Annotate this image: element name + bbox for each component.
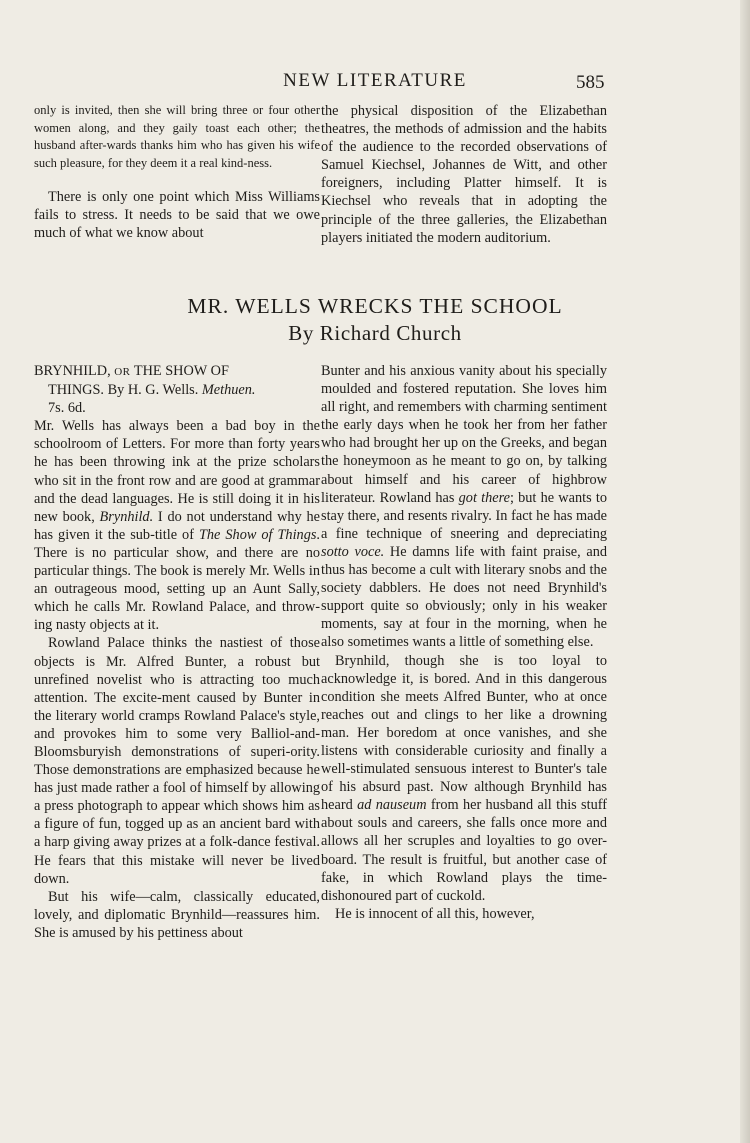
- article-title: MR. WELLS WRECKS THE SCHOOL: [187, 294, 563, 318]
- book-subtitle-end: THINGS.: [48, 382, 104, 399]
- page-number: 585: [576, 72, 605, 93]
- book-title: BRYNHILD,: [34, 363, 111, 379]
- paragraph: But his wife—calm, classically educated, lovely, and diplomatic Brynhild—reassures him. She is amused by his pettiness about: [34, 888, 320, 941]
- prev-article-right-column: [321, 102, 607, 247]
- paragraph: Bunter and his anxious vanity about his specially moulded and fostered reputation. She loves him all right, and remembers with charming sentiment the early days when he took her from her father who had brought her up on the Greeks, and began the honeymoon as he meant to go on, by talking about himself and his career of highbrow literateur. Rowland has got there; but he wants to stay there, and resents rivalry. In fact he has made a fine technique of sneering and depreciating sotto voce. He damns life with faint praise, and thus has become a cult with literary snobs and the society dabblers. He does not need Brynhild's support quite so obviously; only in his weaker moments, say at four in the morning, when he also sometimes wants a little of something else.: [321, 363, 607, 651]
- page-edge-shadow: [740, 0, 750, 1143]
- book-subtitle: THE SHOW OF: [133, 363, 229, 379]
- paragraph: There is only one point which Miss Williams fails to stress. It needs to be said that we owe much of what we know about: [34, 189, 320, 242]
- article-byline: By Richard Church: [288, 321, 462, 345]
- running-head: NEW LITERATURE: [283, 70, 467, 91]
- paragraph: He is innocent of all this, however,: [335, 905, 535, 922]
- paragraph: Mr. Wells has always been a bad boy in the schoolroom of Letters. For more than forty years he has been throwing ink at the prize scholars who sit in the front row and are good at grammar and the dead languages. He is still doing it in his new book, Brynhild. I do not understand why he has given it the sub-title of The Show of Things. There is no particular show, and there are no particular things. The book is merely Mr. Wells in an outrageous mood, setting up an Aunt Sally, which he calls Mr. Rowland Palace, and throw-ing nasty objects at it.: [34, 418, 320, 634]
- article-right-column: [321, 362, 607, 923]
- review-heading: [34, 362, 320, 417]
- book-publisher: Methuen.: [201, 382, 256, 399]
- book-price: 7s. 6d.: [48, 400, 86, 417]
- article-left-column: [34, 362, 320, 942]
- review-heading-or: OR: [114, 366, 131, 378]
- prev-article-left-column: [34, 102, 320, 242]
- quoted-passage: only is invited, then she will bring three or four other women along, and they gaily toast each other; the husband after-wards thanks him who has given his wife such pleasure, for they deem it a real kind-ness.: [34, 103, 320, 170]
- paragraph: the physical disposition of the Elizabethan theatres, the methods of admission and the habits of the audience to the recorded observations of Samuel Kiechsel, Johannes de Witt, and other foreigners, including Platter himself. It is Kiechsel who reveals that in adopting the principle of the three galleries, the Elizabethan players initiated the modern auditorium.: [321, 103, 607, 246]
- paragraph: Rowland Palace thinks the nastiest of those objects is Mr. Alfred Bunter, a robust but unrefined novelist who is attracting too much attention. The excite-ment caused by Bunter in the literary world cramps Rowland Palace's style, and provokes him to some very Balliol-and-Bloomsburyish demonstrations of superi-ority. Those demonstrations are emphasized because he has just made rather a fool of himself by allowing a press photograph to appear which shows him as a figure of fun, togged up as an ancient bard with a harp giving away prizes at a folk-dance festival. He fears that this mistake will never be lived down.: [34, 635, 320, 887]
- book-author: By H. G. Wells.: [107, 382, 199, 399]
- paragraph: Brynhild, though she is too loyal to acknowledge it, is bored. And in this dangerous condition she meets Alfred Bunter, who at once reaches out and clings to her like a drowning man. Her boredom at once vanishes, and she listens with considerable curiosity and finally a well-stimulated sensuous interest to Bunter's tale of his absurd past. Now although Brynhild has heard ad nauseum from her husband all this stuff about souls and careers, she falls once more and allows all her scruples and loyalties to go over-board. The result is fruitful, but another case of fake, in which Rowland plays the time-dishonoured part of cuckold.: [321, 652, 608, 904]
